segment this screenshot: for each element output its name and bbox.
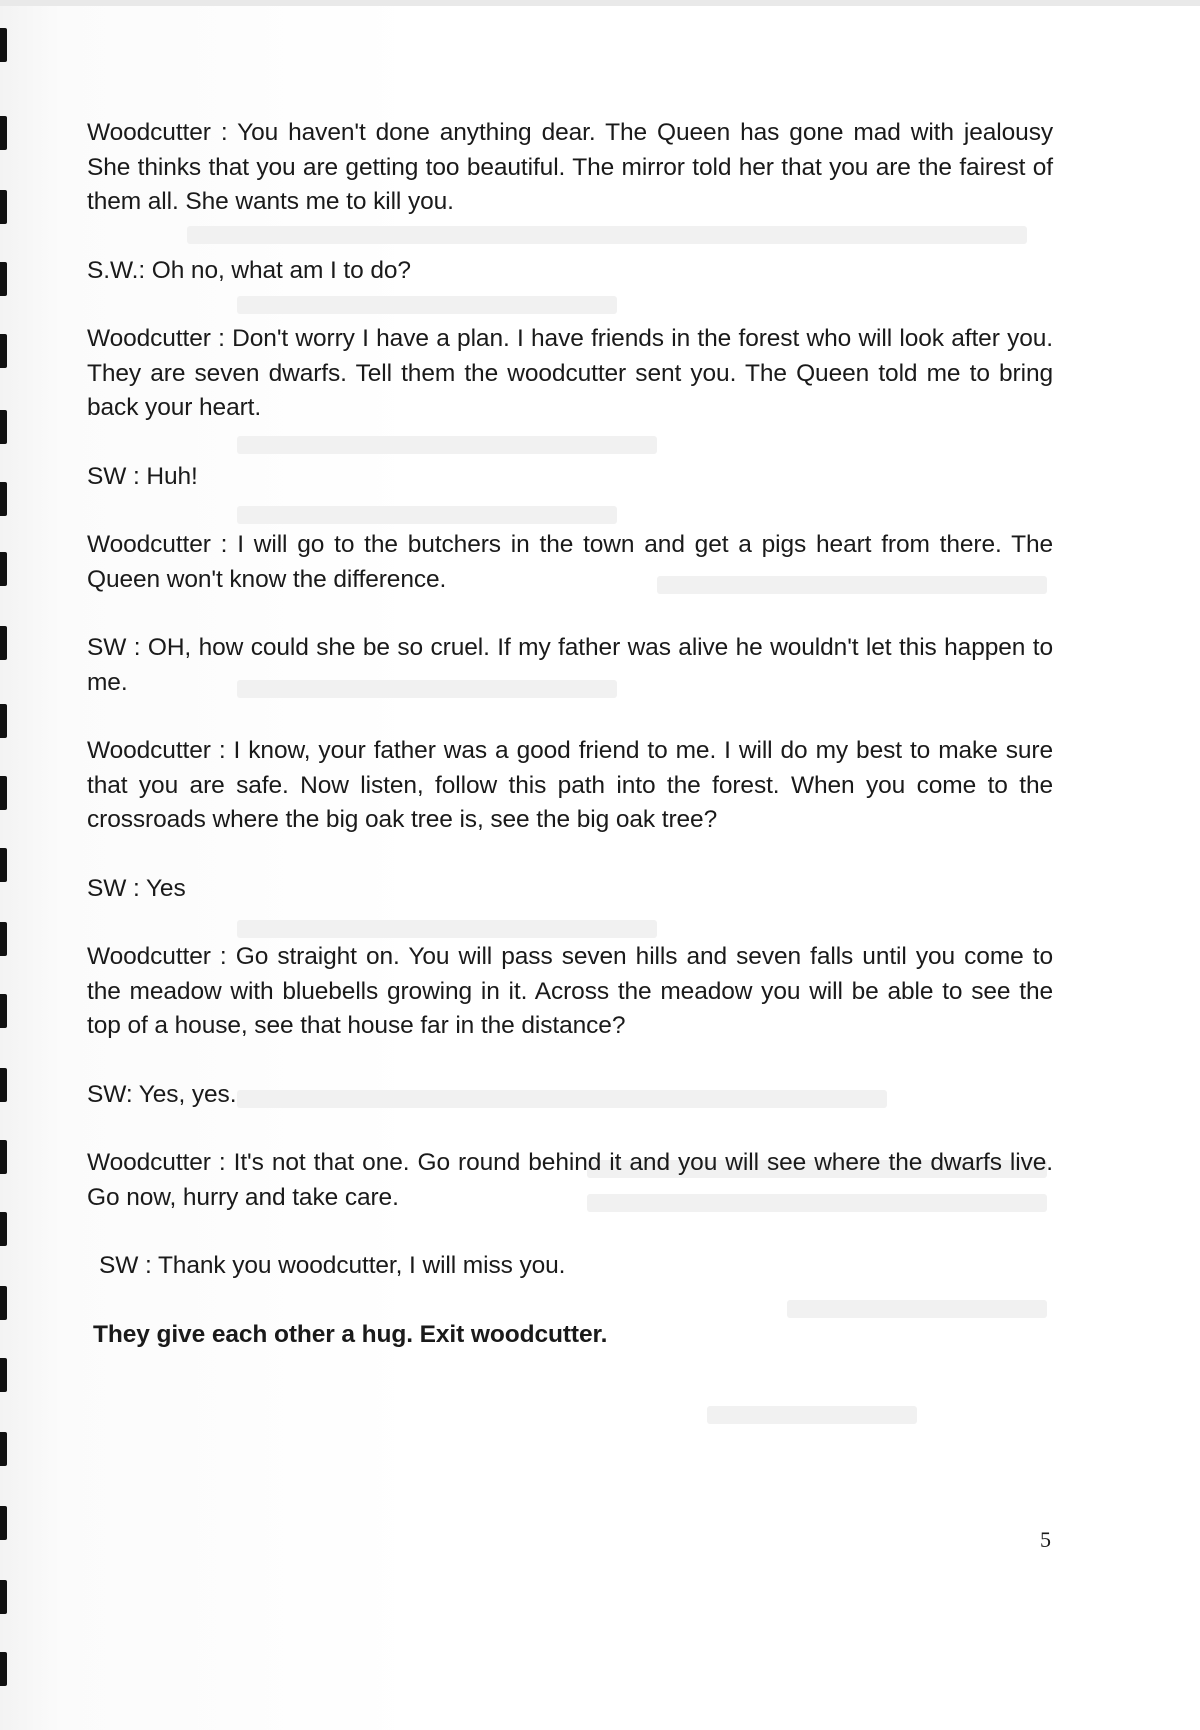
binding-hole [0,994,7,1028]
binding-hole [0,1068,7,1102]
binding-hole [0,1140,7,1174]
binding-hole [0,1286,7,1320]
spiral-binding [0,0,12,1730]
binding-hole [0,704,7,738]
script-text [87,116,1053,1386]
dialogue-paragraph: SW: Yes, yes. [87,1080,237,1108]
show-through-line [707,1406,917,1424]
dialogue-paragraph: Woodcutter : Go straight on. You will pass seven hills and seven falls until you come to the meadow with bluebells growing in it. Across the meadow you will be able to see the top of a house, see that house far in the distance? [87,943,1053,1039]
dialogue-paragraph: Woodcutter : It's not that one. Go round behind it and you will see where the dwarfs live. Go now, hurry and take care. [87,1149,1053,1211]
binding-hole [0,262,7,296]
binding-hole [0,28,7,62]
binding-hole [0,482,7,516]
binding-hole [0,1358,7,1392]
binding-hole [0,410,7,444]
binding-hole [0,1432,7,1466]
binding-hole [0,116,7,150]
dialogue-paragraph: SW : Huh! [87,462,198,490]
dialogue-paragraph: Woodcutter : Don't worry I have a plan. I have friends in the forest who will look after you. They are seven dwarfs. Tell them the woodcutter sent you. The Queen told me to bring back your heart. [87,325,1053,421]
dialogue-paragraph: SW : Thank you woodcutter, I will miss you. [99,1252,566,1279]
dialogue-paragraph: Woodcutter : I know, your father was a good friend to me. I will do my best to make sure that you are safe. Now listen, follow this path into the forest. When you come to the crossroads where the big oak tree is, see the big oak tree? [87,737,1053,833]
dialogue-paragraph: SW : OH, how could she be so cruel. If my father was alive he wouldn't let this happen to me. [87,634,1053,696]
stage-direction: They give each other a hug. Exit woodcutter. [93,1320,608,1348]
dialogue-paragraph: SW : Yes [87,874,186,902]
binding-hole [0,1506,7,1540]
binding-hole [0,848,7,882]
binding-hole [0,1652,7,1686]
binding-hole [0,334,7,368]
binding-hole [0,1212,7,1246]
page-number: 5 [1040,1527,1051,1552]
binding-hole [0,190,7,224]
binding-hole [0,922,7,956]
binding-hole [0,626,7,660]
binding-hole [0,552,7,586]
dialogue-paragraph: S.W.: Oh no, what am I to do? [87,256,411,284]
binding-hole [0,776,7,810]
binding-hole [0,1580,7,1614]
dialogue-paragraph: Woodcutter : I will go to the butchers in the town and get a pigs heart from there. The Queen won't know the difference. [87,531,1053,593]
dialogue-paragraph: Woodcutter : You haven't done anything dear. The Queen has gone mad with jealousy She thinks that you are getting too beautiful. The mirror told her that you are the fairest of them all. She wants me to kill you. [87,119,1053,215]
